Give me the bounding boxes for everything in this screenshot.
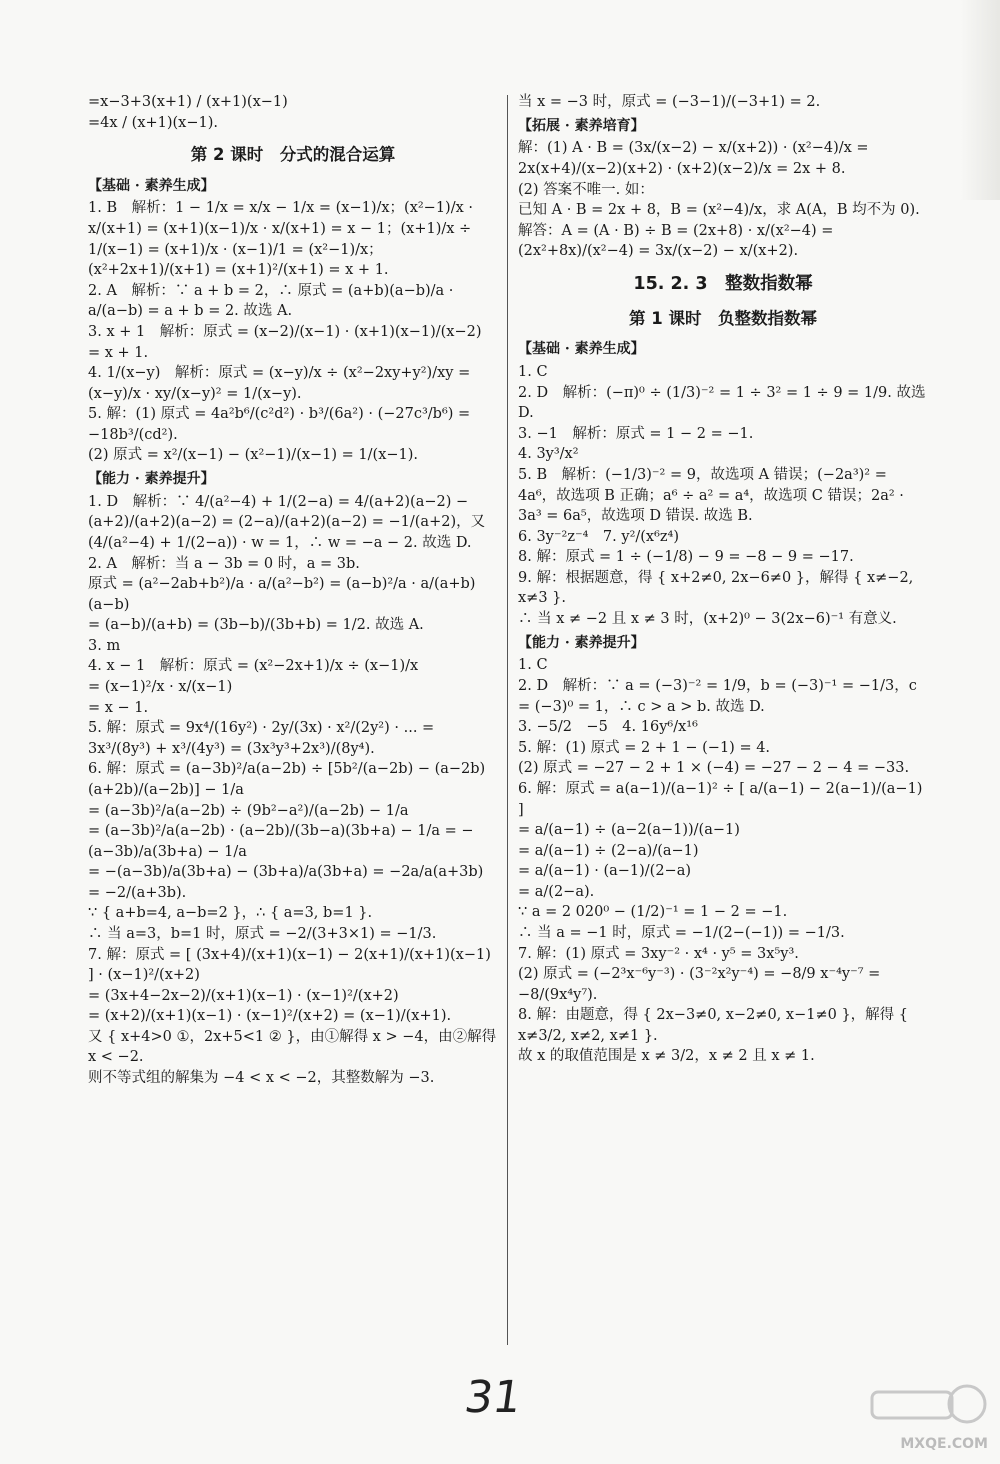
right-section-label: 【能力 · 素养提升】 xyxy=(518,634,645,651)
left-line: 3. x + 1 解析：原式 = (x−2)/(x−1) · (x+1)(x−1)/(x−2) = x + 1. xyxy=(88,323,487,361)
left-line: 4. x − 1 解析：原式 = (x²−2x+1)/x ÷ (x−1)/x xyxy=(88,658,419,675)
right-line: 4. 3y³/x² xyxy=(518,446,579,463)
right-line: 2. D 解析：(−π)⁰ ÷ (1/3)⁻² = 1 ÷ 3² = 1 ÷ 9 = 1/9. 故选 D. xyxy=(518,384,931,422)
left-section-label: 【基础 · 素养生成】 xyxy=(88,177,215,194)
right-heading: 第 1 课时 负整数指数幂 xyxy=(629,308,817,328)
left-line: (2) 原式 = x²/(x−1) − (x²−1)/(x−1) = 1/(x−1). xyxy=(88,447,419,464)
right-line: 解答：A = (A · B) ÷ B = (2x+8) · x/(x²−4) = (2x²+8x)/(x²−4) = 3x/(x−2) − x/(x+2). xyxy=(518,222,839,260)
left-line: 原式 = (a²−2ab+b²)/a · a/(a²−b²) = (a−b)²/a · a/(a+b)(a−b) xyxy=(88,576,476,613)
right-line: 当 x = −3 时，原式 = (−3−1)/(−3+1) = 2. xyxy=(518,94,821,110)
left-line: 3. m xyxy=(88,637,121,654)
right-column xyxy=(518,92,931,1067)
right-line: 8. 解：原式 = 1 ÷ (−1/8) − 9 = −8 − 9 = −17. xyxy=(518,549,854,566)
left-heading: 第 2 课时 分式的混合运算 xyxy=(190,145,396,165)
left-line: 1. B 解析：1 − 1/x = x/x − 1/x = (x−1)/x；(x²−1)/x · x/(x+1) = (x+1)(x−1)/x · x/(x+1) = x − 1；(x+1)/x ÷ 1/(x−1) = (x+1)/x · (x−1)/1 = (x²−1)/x；(x²+2x+1)/(x+1) = (x+1)²/(x+1) = x + 1. xyxy=(88,200,478,279)
right-line: 2. D 解析：∵ a = (−3)⁻² = 1/9，b = (−3)⁻¹ = −1/3，c = (−3)⁰ = 1，∴ c > a > b. 故选 D. xyxy=(518,678,922,715)
left-line: ∴ 当 a=3，b=1 时，原式 = −2/(3+3×1) = −1/3. xyxy=(88,925,437,942)
left-line: 2. A 解析：∵ a + b = 2，∴ 原式 = (a+b)(a−b)/a · a/(a−b) = a + b = 2. 故选 A. xyxy=(88,282,459,320)
left-line: = (a−3b)²/a(a−2b) · (a−2b)/(3b−a)(3b+a) − 1/a = −(a−3b)/a(3b+a) − 1/a xyxy=(88,823,474,860)
right-line: = a/(a−1) · (a−1)/(2−a) xyxy=(518,863,692,880)
right-line: 5. 解：(1) 原式 = 2 + 1 − (−1) = 4. xyxy=(518,739,771,756)
left-section-label: 【能力 · 素养提升】 xyxy=(88,470,215,487)
right-line: 7. 解：(1) 原式 = 3xy⁻² · x⁴ · y⁵ = 3x⁵y³. xyxy=(518,945,799,962)
right-line: 3. −1 解析：原式 = 1 − 2 = −1. xyxy=(518,425,754,442)
right-line: 解：(1) A · B = (3x/(x−2) − x/(x+2)) · (x²−4)/x = 2x(x+4)/(x−2)(x+2) · (x+2)(x−2)/x = 2x + 8. xyxy=(518,140,874,178)
right-line: 3. −5/2 −5 4. 16y⁶/x¹⁶ xyxy=(518,719,698,736)
page-number: 31 xyxy=(461,1372,525,1423)
column-divider xyxy=(507,95,508,1345)
left-line: = (a−b)/(a+b) = (3b−b)/(3b+b) = 1/2. 故选 A. xyxy=(88,617,424,634)
right-section-label: 【基础 · 素养生成】 xyxy=(518,341,645,358)
right-line: ∴ 当 a = −1 时，原式 = −1/(2−(−1)) = −1/3. xyxy=(518,924,845,941)
left-line: 又 { x+4>0 ①，2x+5<1 ② }，由①解得 x > −4，由②解得 x < −2. xyxy=(88,1028,501,1066)
left-line: = (3x+4−2x−2)/(x+1)(x−1) · (x−1)²/(x+2) xyxy=(88,987,399,1004)
right-line: 故 x 的取值范围是 x ≠ 3/2，x ≠ 2 且 x ≠ 1. xyxy=(518,1048,815,1065)
left-line: 5. 解：原式 = 9x⁴/(16y²) · 2y/(3x) · x²/(2y²) · ... = 3x³/(8y³) + x³/(4y³) = (3x³y³+2x³)/(8y⁴). xyxy=(88,720,439,757)
left-line: 5. 解：(1) 原式 = 4a²b⁶/(c²d²) · b³/(6a²) · (−27c³/b⁶) = −18b³/(cd²). xyxy=(88,406,475,443)
right-line: 8. 解：由题意，得 { 2x−3≠0, x−2≠0, x−1≠0 }，解得 { x≠3/2, x≠2, x≠1 }. xyxy=(518,1007,913,1044)
right-line: 1. C xyxy=(518,657,548,674)
left-line: = x − 1. xyxy=(88,699,149,716)
right-line: = a/(2−a). xyxy=(518,883,595,900)
left-line: 2. A 解析：当 a − 3b = 0 时，a = 3b. xyxy=(88,555,360,572)
left-line: 7. 解：原式 = [ (3x+4)/(x+1)(x−1) − 2(x+1)/(x+1)(x−1) ] · (x−1)²/(x+2) xyxy=(88,946,496,984)
left-line: 4. 1/(x−y) 解析：原式 = (x−y)/x ÷ (x²−2xy+y²)/xy = (x−y)/x · xy/(x−y)² = 1/(x−y). xyxy=(88,365,475,402)
left-line: = −(a−3b)/a(3b+a) − (3b+a)/a(3b+a) = −2a/a(a+3b) = −2/(a+3b). xyxy=(88,864,488,901)
right-line: 6. 3y⁻²z⁻⁴ 7. y²/(x⁶z⁴) xyxy=(518,528,680,545)
left-line: = (x−1)²/x · x/(x−1) xyxy=(88,679,233,696)
right-line: (2) 原式 = (−2³x⁻⁶y⁻³) · (3⁻²x²y⁻⁴) = −8/9 x⁻⁴y⁻⁷ = −8/(9x⁴y⁷). xyxy=(518,966,885,1003)
right-line: = a/(a−1) ÷ (a−2(a−1))/(a−1) xyxy=(518,822,740,839)
right-line: (2) 答案不唯一. 如： xyxy=(518,181,654,198)
left-line: 6. 解：原式 = (a−3b)²/a(a−2b) ÷ [5b²/(a−2b) − (a−2b)(a+2b)/(a−2b)] − 1/a xyxy=(88,761,486,798)
right-section-label: 【拓展 · 素养培育】 xyxy=(518,117,645,134)
right-line: 6. 解：原式 = a(a−1)/(a−1)² ÷ [ a/(a−1) − 2(a−1)/(a−1) ] xyxy=(518,780,928,818)
right-heading: 15. 2. 3 整数指数幂 xyxy=(633,273,813,294)
right-line: 1. C xyxy=(518,364,548,381)
right-line: = a/(a−1) ÷ (2−a)/(a−1) xyxy=(518,842,699,859)
left-line: 1. D 解析：∵ 4/(a²−4) + 1/(2−a) = 4/(a+2)(a−2) − (a+2)/(a+2)(a−2) = (2−a)/(a+2)(a−2) = −1/(a+2)，又 (4/(a²−4) + 1/(2−a)) · w = 1，∴ w = −a − 2. 故选 D. xyxy=(88,493,490,551)
scan-edge xyxy=(960,0,1000,200)
left-line: = (x+2)/(x+1)(x−1) · (x−1)²/(x+2) = (x−1)/(x+1). xyxy=(88,1008,452,1025)
right-line: 9. 解：根据题意，得 { x+2≠0, 2x−6≠0 }，解得 { x≠−2, x≠3 }. xyxy=(518,569,918,607)
left-line: 则不等式组的解集为 −4 < x < −2，其整数解为 −3. xyxy=(88,1070,435,1087)
left-column xyxy=(88,92,501,1089)
left-line: = (a−3b)²/a(a−2b) ÷ (9b²−a²)/(a−2b) − 1/a xyxy=(88,802,409,819)
right-line: ∴ 当 x ≠ −2 且 x ≠ 3 时，(x+2)⁰ − 3(2x−6)⁻¹ 有意义. xyxy=(518,611,897,627)
watermark-text: MXQE.COM xyxy=(900,1436,988,1452)
left-line: =4x / (x+1)(x−1). xyxy=(88,114,218,131)
left-line: =x−3+3(x+1) / (x+1)(x−1) xyxy=(88,94,288,110)
right-line: (2) 原式 = −27 − 2 + 1 × (−4) = −27 − 2 − 4 = −33. xyxy=(518,760,910,777)
right-line: ∵ a = 2 020⁰ − (1/2)⁻¹ = 1 − 2 = −1. xyxy=(518,904,788,921)
right-line: 5. B 解析：(−1/3)⁻² = 9，故选项 A 错误；(−2a³)² = 4a⁶，故选项 B 正确；a⁶ ÷ a² = a⁴，故选项 C 错误；2a² · 3a³ = 6a⁵，故选项 D 错误. 故选 B. xyxy=(518,466,909,525)
right-line: 已知 A · B = 2x + 8，B = (x²−4)/x，求 A(A，B 均不为 0). xyxy=(518,202,920,219)
left-line: ∵ { a+b=4, a−b=2 }，∴ { a=3, b=1 }. xyxy=(88,905,373,922)
